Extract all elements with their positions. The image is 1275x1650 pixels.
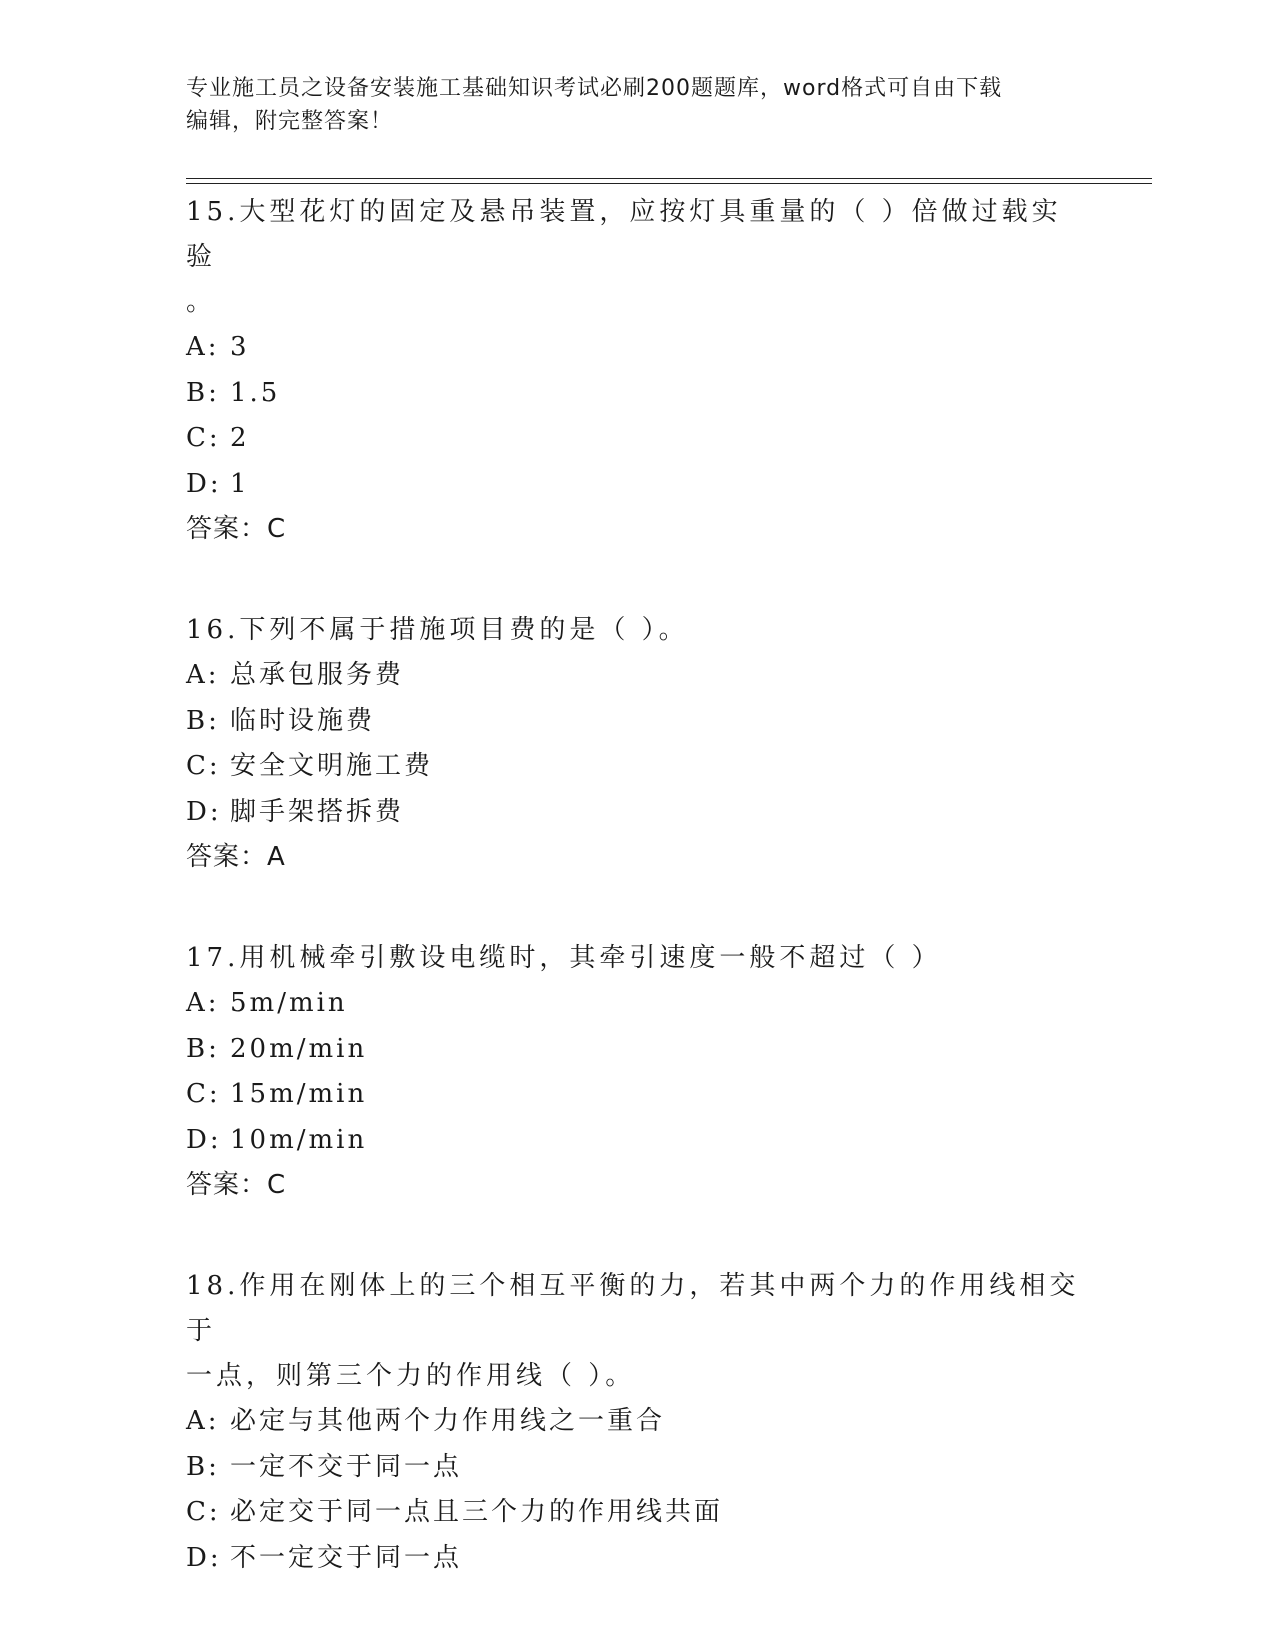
option-text: 总承包服务费 bbox=[230, 660, 405, 690]
option-c bbox=[186, 1072, 1086, 1118]
option-text: 2 bbox=[230, 423, 250, 453]
question-list bbox=[186, 190, 1086, 1581]
option-label: D: bbox=[186, 1542, 222, 1573]
answer: 答案：C bbox=[186, 514, 287, 544]
header-line-1: 专业施工员之设备安装施工基础知识考试必刷200题题库，word格式可自由下载 bbox=[186, 76, 1003, 101]
option-text: 必定与其他两个力作用线之一重合 bbox=[230, 1406, 666, 1436]
question-stem-line-2: 。 bbox=[186, 287, 217, 317]
question-stem: 17.用机械牵引敷设电缆时，其牵引速度一般不超过（ ） bbox=[186, 943, 942, 973]
option-a bbox=[186, 981, 1086, 1027]
question-stem bbox=[186, 190, 1086, 325]
spacer bbox=[186, 880, 1086, 936]
option-d bbox=[186, 1118, 1086, 1164]
option-label: C: bbox=[186, 423, 221, 453]
option-text: 15m/min bbox=[230, 1079, 368, 1109]
option-text: 5m/min bbox=[230, 988, 348, 1018]
option-b bbox=[186, 1445, 1086, 1491]
question-18 bbox=[186, 1264, 1086, 1581]
answer: 答案：A bbox=[186, 842, 286, 872]
option-text: 脚手架搭拆费 bbox=[230, 796, 405, 827]
option-label: C: bbox=[186, 751, 221, 781]
option-label: B: bbox=[186, 705, 220, 736]
option-label: C: bbox=[186, 1497, 221, 1527]
question-stem bbox=[186, 1264, 1086, 1399]
option-label: A: bbox=[186, 1406, 220, 1436]
option-label: B: bbox=[186, 377, 220, 408]
question-stem-line-2: 一点，则第三个力的作用线（ ）。 bbox=[186, 1361, 636, 1391]
option-b bbox=[186, 371, 1086, 417]
option-b bbox=[186, 699, 1086, 745]
question-17 bbox=[186, 936, 1086, 1208]
header-divider-bottom bbox=[186, 183, 1152, 184]
option-text: 1 bbox=[230, 468, 250, 499]
question-15 bbox=[186, 190, 1086, 552]
spacer bbox=[186, 1208, 1086, 1264]
option-text: 3 bbox=[230, 332, 250, 362]
option-label: B: bbox=[186, 1033, 220, 1064]
document-header bbox=[186, 72, 1086, 138]
option-a bbox=[186, 1399, 1086, 1445]
option-label: A: bbox=[186, 988, 220, 1018]
question-stem: 16.下列不属于措施项目费的是（ ）。 bbox=[186, 615, 689, 645]
option-a bbox=[186, 325, 1086, 371]
option-text: 必定交于同一点且三个力的作用线共面 bbox=[230, 1497, 724, 1527]
option-text: 安全文明施工费 bbox=[230, 751, 434, 781]
option-c bbox=[186, 416, 1086, 462]
option-b bbox=[186, 1027, 1086, 1073]
question-16 bbox=[186, 608, 1086, 880]
question-stem-line-1: 15.大型花灯的固定及悬吊装置，应按灯具重量的（ ）倍做过载实验 bbox=[186, 197, 1062, 272]
option-c bbox=[186, 1490, 1086, 1536]
option-c bbox=[186, 744, 1086, 790]
option-text: 不一定交于同一点 bbox=[230, 1542, 463, 1573]
option-d bbox=[186, 1536, 1086, 1582]
option-text: 10m/min bbox=[230, 1124, 368, 1155]
header-line-2: 编辑，附完整答案！ bbox=[186, 109, 394, 134]
option-label: B: bbox=[186, 1451, 220, 1482]
option-label: A: bbox=[186, 660, 220, 690]
option-d bbox=[186, 462, 1086, 508]
option-d bbox=[186, 790, 1086, 836]
spacer bbox=[186, 552, 1086, 608]
option-label: C: bbox=[186, 1079, 221, 1109]
option-text: 1.5 bbox=[230, 377, 281, 408]
option-a bbox=[186, 653, 1086, 699]
option-text: 临时设施费 bbox=[230, 705, 376, 736]
option-label: D: bbox=[186, 796, 222, 827]
question-stem-line-1: 18.作用在刚体上的三个相互平衡的力，若其中两个力的作用线相交于 bbox=[186, 1271, 1080, 1346]
answer: 答案：C bbox=[186, 1170, 287, 1200]
option-text: 一定不交于同一点 bbox=[230, 1451, 463, 1482]
option-text: 20m/min bbox=[230, 1033, 368, 1064]
header-divider-top bbox=[186, 178, 1152, 179]
option-label: A: bbox=[186, 332, 220, 362]
option-label: D: bbox=[186, 468, 222, 499]
option-label: D: bbox=[186, 1124, 222, 1155]
